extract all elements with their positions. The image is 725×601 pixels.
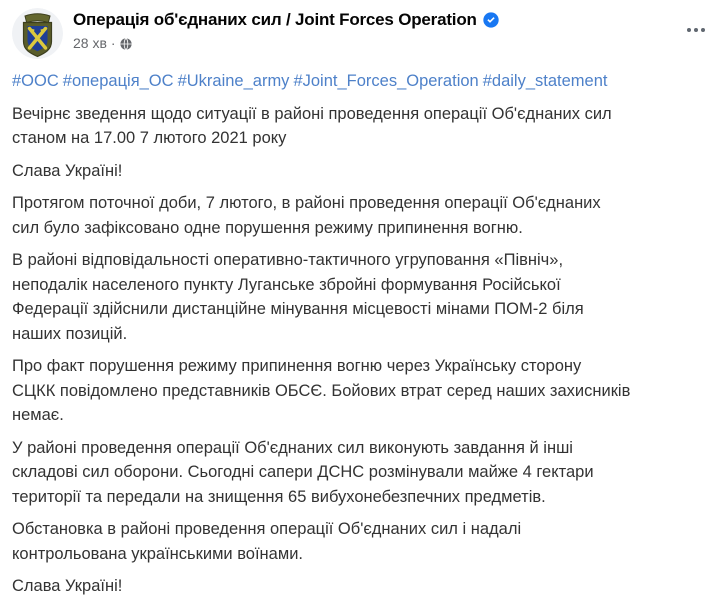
more-options-button[interactable] (683, 22, 709, 38)
hashtag-link[interactable]: #Joint_Forces_Operation (293, 72, 479, 90)
post-paragraph: Слава Україні! (12, 577, 123, 595)
hashtag-link[interactable]: #ООС (12, 72, 59, 90)
unit-patch-icon (12, 8, 63, 59)
post-paragraph: Протягом поточної доби, 7 лютого, в районі проведення операції Об'єднаних сил було зафіксовано одне порушення режиму припинення вогню. (12, 194, 601, 237)
post-text (12, 102, 711, 599)
meta-row (73, 35, 683, 51)
hashtag-list (12, 69, 711, 94)
post-header (0, 0, 725, 59)
meta-separator: · (110, 35, 116, 51)
ellipsis-icon (701, 28, 705, 32)
globe-icon (120, 38, 132, 50)
post-paragraph: Про факт порушення режиму припинення вогню через Українську сторону СЦКК повідомлено представників ОБСЄ. Бойових втрат серед наших захисників немає. (12, 357, 631, 424)
verified-badge-icon (483, 12, 499, 28)
ellipsis-icon (687, 28, 691, 32)
post-body (0, 69, 725, 599)
hashtag-link[interactable]: #Ukraine_army (177, 72, 290, 90)
page-name-link[interactable]: Операція об'єднаних сил / Joint Forces Operation (73, 10, 477, 29)
timestamp-link[interactable]: 28 хв (73, 35, 107, 51)
hashtag-link[interactable]: #операція_ОС (62, 72, 174, 90)
post-paragraph: Слава Україні! (12, 161, 123, 180)
post-paragraph: Обстановка в районі проведення операції Об'єднаних сил і надалі контрольована українськими воїнами. (12, 520, 522, 563)
header-info (73, 8, 683, 51)
post-paragraph: Вечірнє зведення щодо ситуації в районі проведення операції Об'єднаних сил станом на 17.00 7 лютого 2021 року (12, 104, 612, 147)
page-avatar[interactable] (12, 8, 63, 59)
name-row (73, 10, 683, 30)
ellipsis-icon (694, 28, 698, 32)
post-paragraph: В районі відповідальності оперативно-тактичного угруповання «Північ», неподалік населеного пункту Луганське збройні формування Російської Федерації здійснили дистанційне мінування місцевості мінами ПОМ-2 біля наших позицій. (12, 251, 584, 343)
post-paragraph: У районі проведення операції Об'єднаних сил виконують завдання й інші складові сил оборони. Сьогодні сапери ДСНС розмінували майже 4 гектари території та передали на знищення 65 вибухонебезпечних предметів. (12, 438, 594, 506)
hashtag-link[interactable]: #daily_statement (482, 72, 608, 90)
